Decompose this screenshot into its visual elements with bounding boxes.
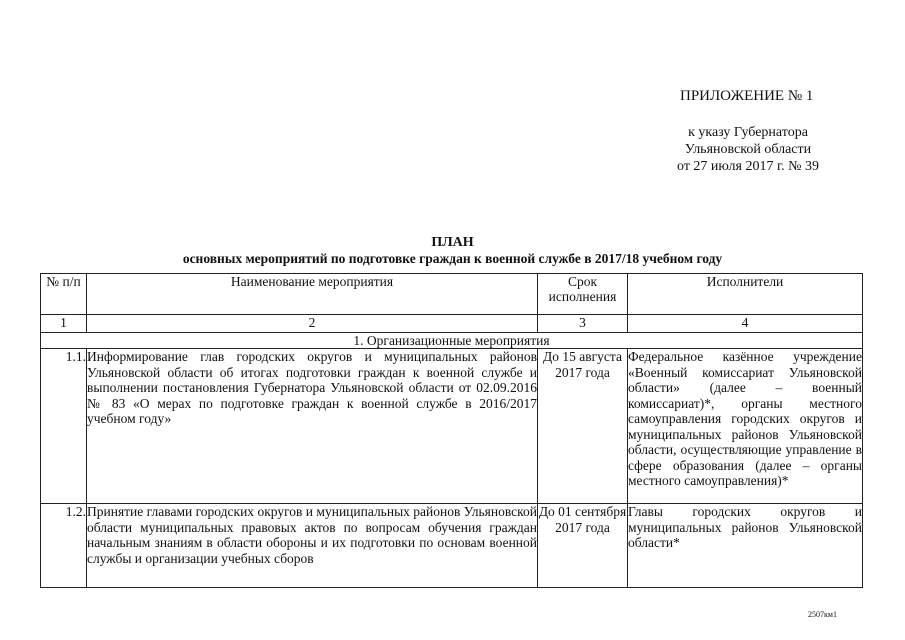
row-executors: Федеральное казённое учреждение «Военный комиссариат Ульяновской области» (далее – военный комиссариат)*, органы местного самоуправления городских округов и муниципальных районов Ульяновской области, осуществляющие управление в сфере образования (далее – органы местного самоуправления)* <box>628 349 863 504</box>
row-activity: Информирование глав городских округов и муниципальных районов Ульяновской области об итогах подготовки граждан к военной службе и выполнении постановления Губернатора Ульяновской области от 02.09.2016 № 83 «О мерах по подготовке граждан к военной службе в 2016/2017 учебном году» <box>87 349 538 504</box>
table-row <box>41 349 863 504</box>
column-number: 1 <box>41 315 87 333</box>
table-row <box>41 504 863 588</box>
document-subtitle: основных мероприятий по подготовке граждан к военной службе в 2017/18 учебном году <box>182 251 723 266</box>
appendix-label: ПРИЛОЖЕНИЕ № 1 <box>680 88 814 104</box>
decree-line: к указу Губернатора <box>688 125 808 140</box>
decree-line: от 27 июля 2017 г. № 39 <box>677 159 819 174</box>
header-exec: Исполнители <box>628 274 863 315</box>
footer-code: 2507км1 <box>808 610 837 619</box>
column-number: 2 <box>87 315 538 333</box>
row-number: 1.1. <box>41 349 87 504</box>
plan-table <box>40 273 863 588</box>
table-header-row <box>41 274 863 315</box>
column-number: 3 <box>538 315 628 333</box>
row-activity: Принятие главами городских округов и муниципальных районов Ульяновской области муниципальных правовых актов по вопросам обучения граждан начальным знаниям в области обороны и их подготовки по основам военной службы и организации учебных сборов <box>87 504 538 588</box>
header-name: Наименование мероприятия <box>87 274 538 315</box>
row-number: 1.2. <box>41 504 87 588</box>
header-num: № п/п <box>41 274 87 315</box>
decree-line: Ульяновской области <box>684 142 812 157</box>
row-executors: Главы городских округов и муниципальных районов Ульяновской области* <box>628 504 863 588</box>
column-number-row <box>41 315 863 333</box>
row-deadline: До 15 августа 2017 года <box>538 349 628 504</box>
decree-reference <box>668 124 828 175</box>
row-deadline: До 01 сентября 2017 года <box>538 504 628 588</box>
section-title: 1. Организационные мероприятия <box>41 333 863 349</box>
document-title: ПЛАН <box>431 235 474 250</box>
header-term: Срок исполнения <box>538 274 628 315</box>
column-number: 4 <box>628 315 863 333</box>
section-row <box>41 333 863 349</box>
